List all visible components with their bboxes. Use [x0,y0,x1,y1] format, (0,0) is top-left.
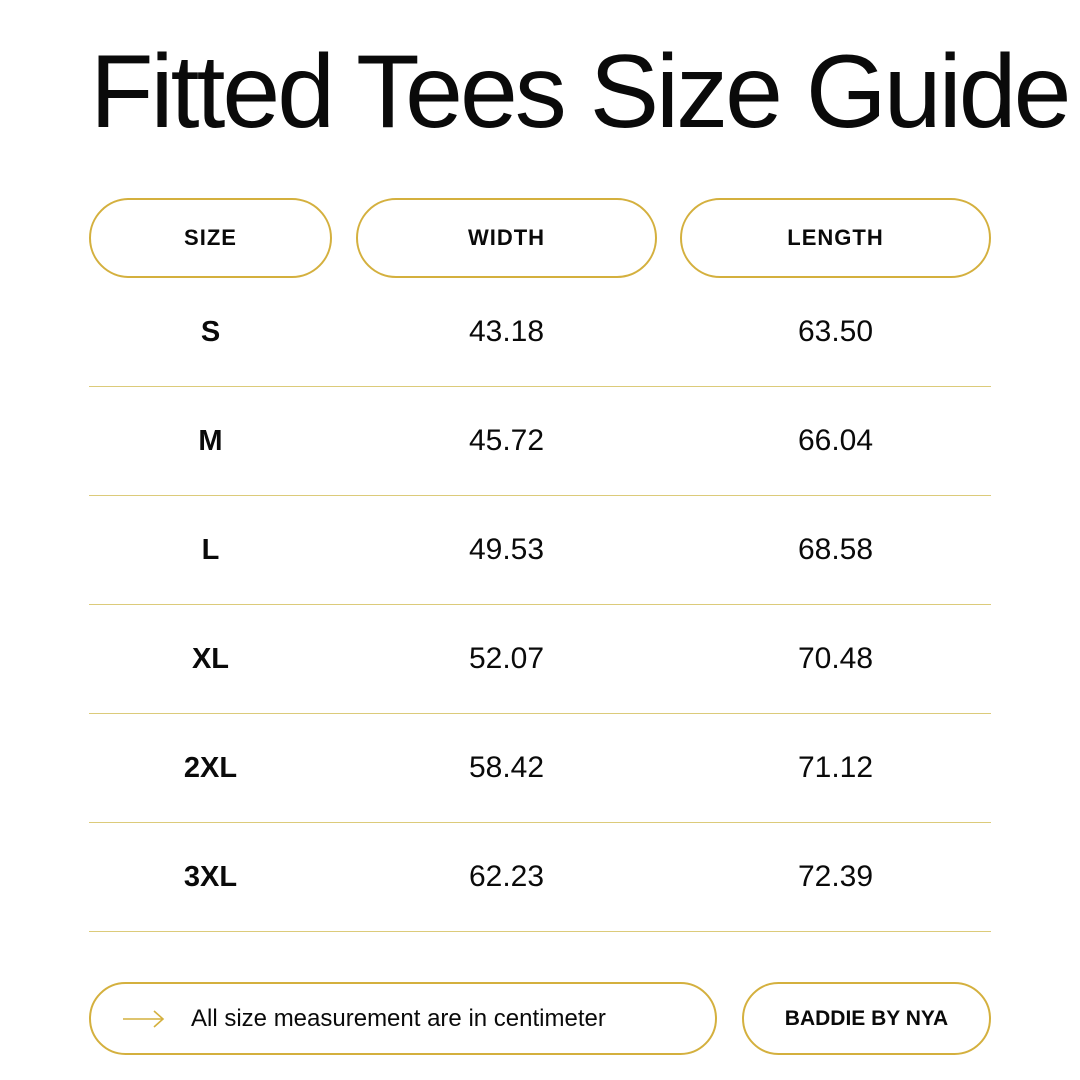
header-width: WIDTH [356,198,657,278]
table-row [89,714,991,823]
header-size: SIZE [89,198,332,278]
header-length: LENGTH [680,198,991,278]
size-cell: M [198,424,223,457]
length-cell: 72.39 [797,860,874,893]
width-cell: 62.23 [468,860,545,893]
width-cell: 43.18 [468,315,545,348]
length-cell: 66.04 [797,424,874,457]
table-row [89,387,991,496]
length-cell: 63.50 [797,315,874,348]
table-row [89,823,991,932]
length-cell: 70.48 [797,642,874,675]
table-row [89,278,991,387]
note-text: All size measurement are in centimeter [191,1004,606,1032]
width-cell: 49.53 [468,533,545,566]
arrow-right-icon [123,1009,165,1029]
size-cell: XL [191,642,230,675]
size-cell: 3XL [183,860,238,893]
page-title: Fitted Tees Size Guide [90,34,1069,150]
measurement-note [89,982,717,1055]
size-cell: 2XL [183,751,238,784]
size-table [89,278,991,932]
brand-badge: BADDIE BY NYA [742,982,991,1055]
table-row [89,605,991,714]
width-cell: 45.72 [468,424,545,457]
size-cell: S [200,315,221,348]
width-cell: 52.07 [468,642,545,675]
size-cell: L [201,533,220,566]
length-cell: 68.58 [797,533,874,566]
width-cell: 58.42 [468,751,545,784]
table-row [89,496,991,605]
length-cell: 71.12 [797,751,874,784]
